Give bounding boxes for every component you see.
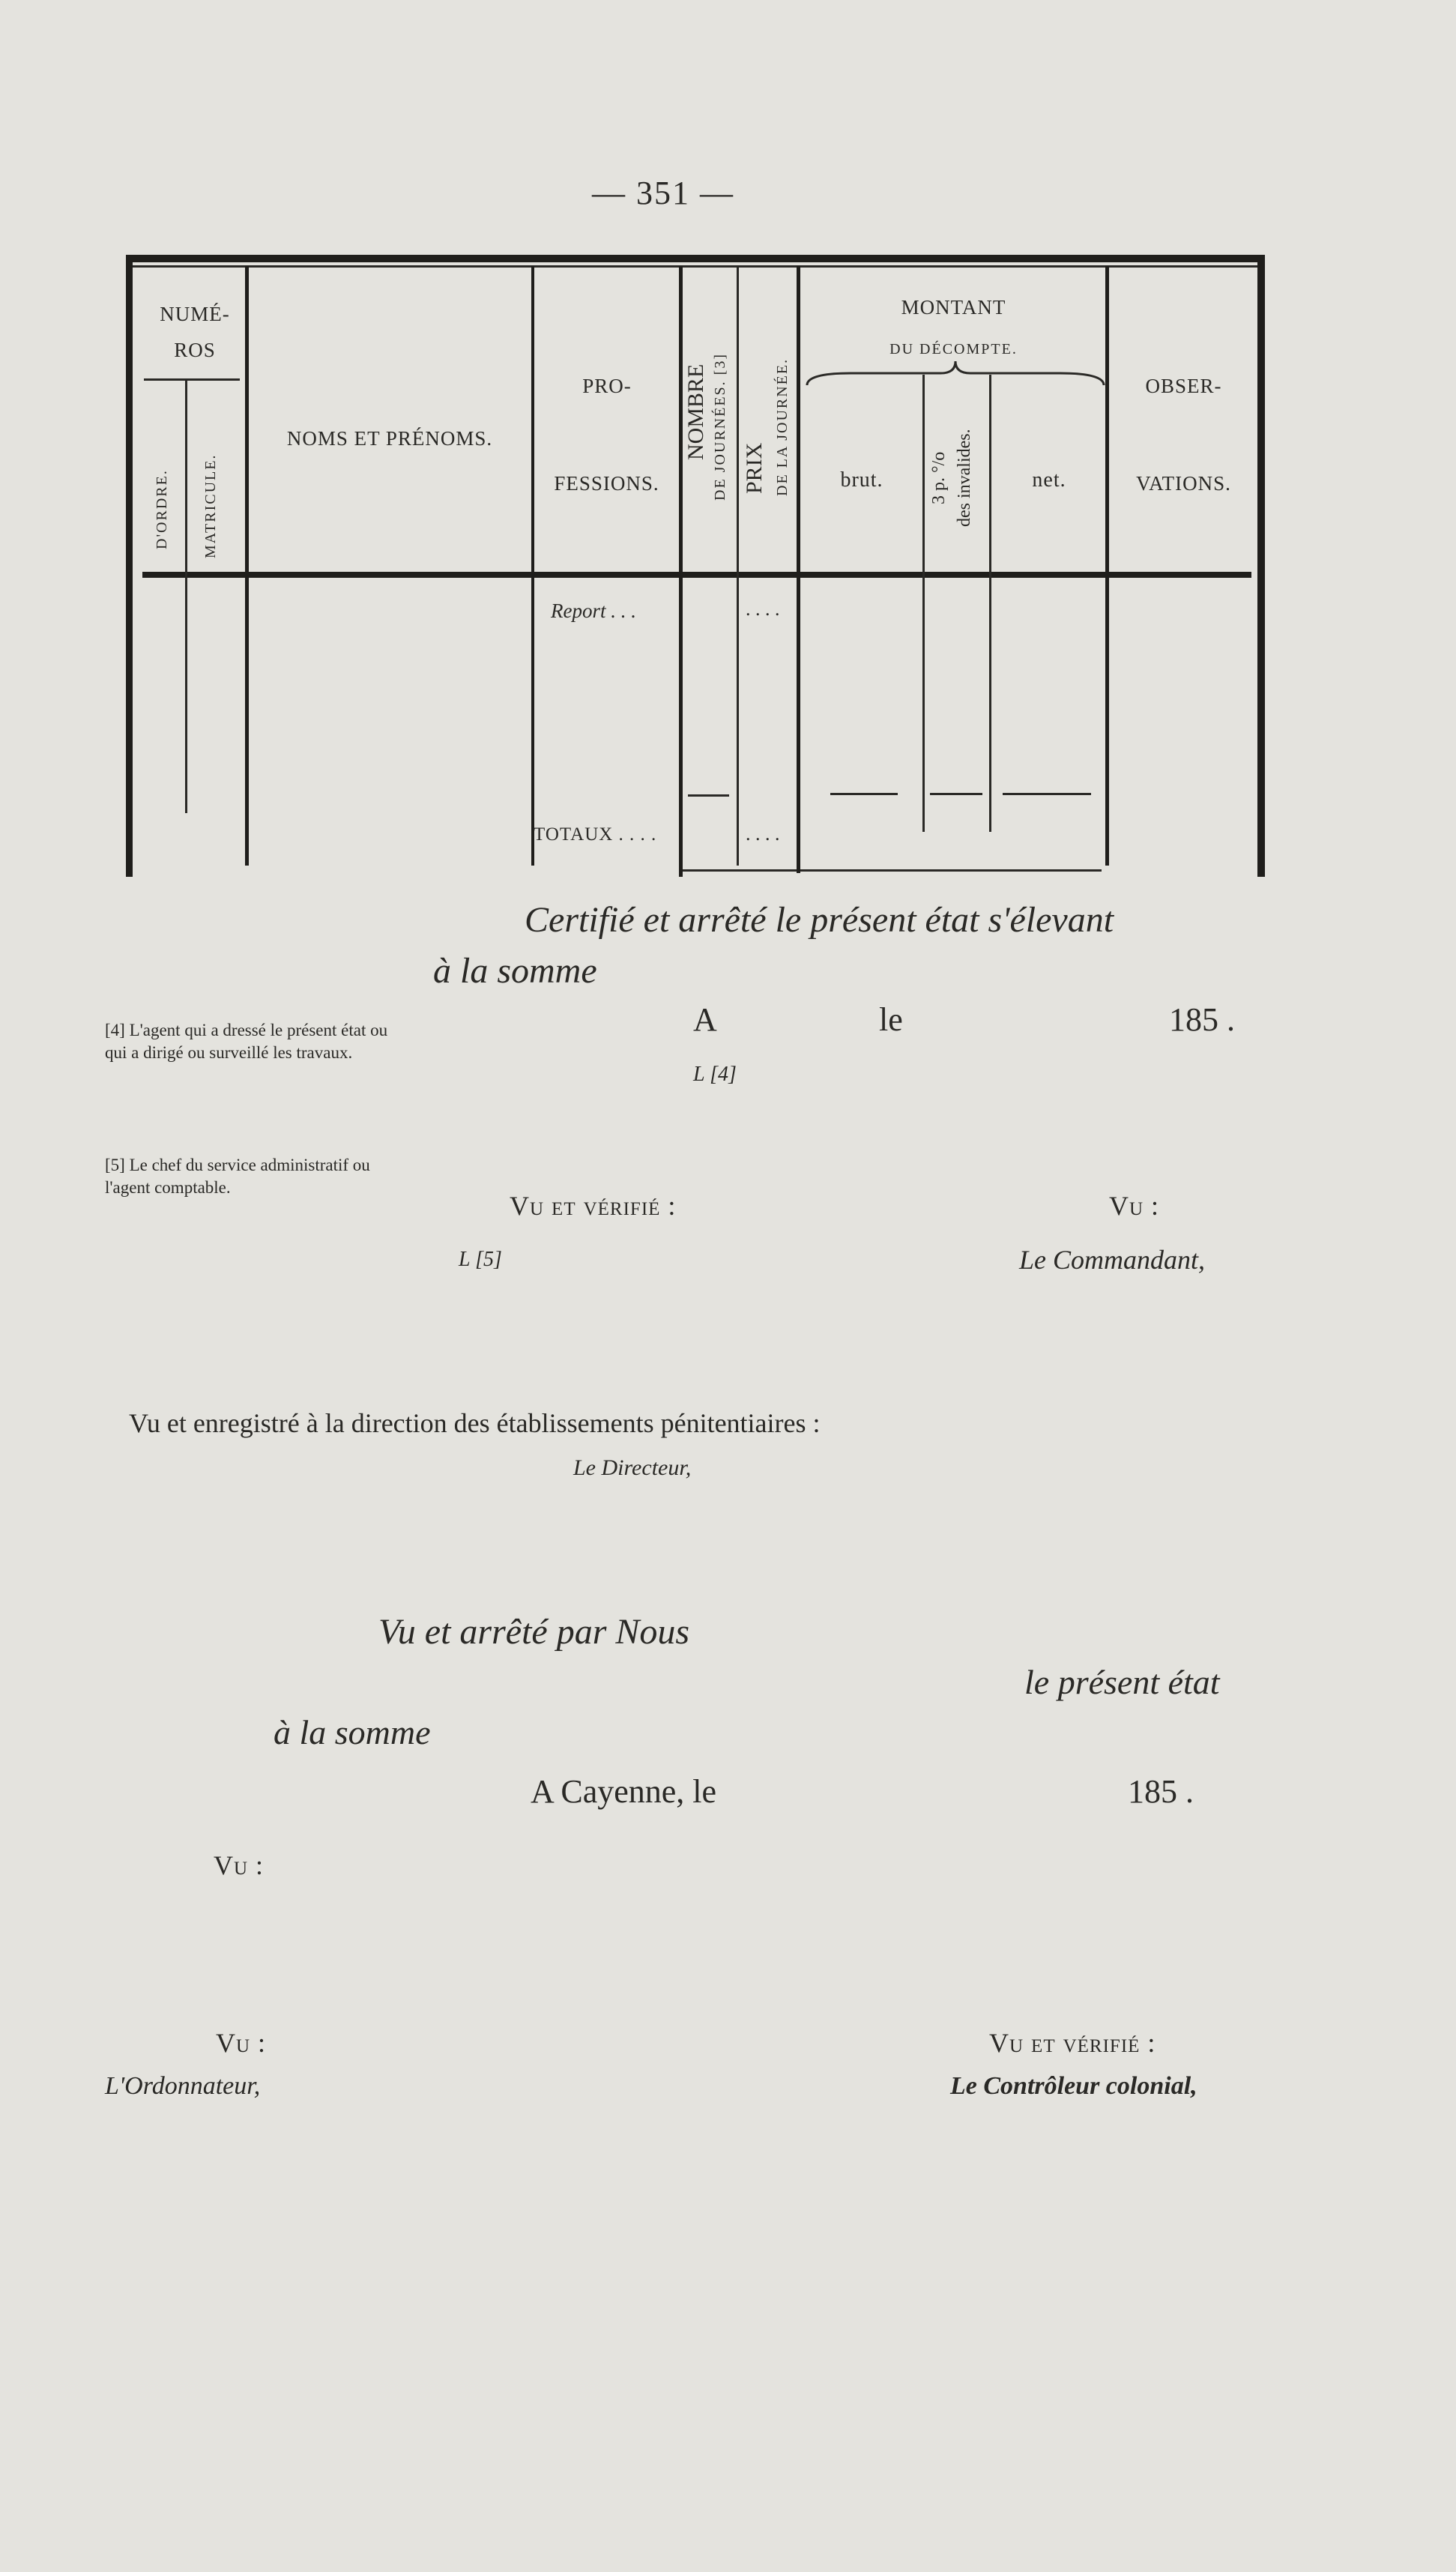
arrete-line-1: Vu et arrêté par Nous: [378, 1612, 690, 1652]
report-label: Report . . .: [551, 600, 636, 622]
col-profession-header-2: FESSIONS.: [554, 472, 659, 495]
col-montant-header: MONTANT: [901, 296, 1006, 319]
brace-icon: [806, 358, 1105, 388]
signature-l5: L [5]: [459, 1248, 502, 1271]
commandant-label: Le Commandant,: [1019, 1245, 1206, 1275]
signature-l4: L [4]: [693, 1063, 737, 1086]
certification-line-2: à la somme: [433, 951, 597, 991]
col-nombre-header: NOMBRE: [683, 363, 708, 461]
col-noms-header: NOMS ET PRÉNOMS.: [286, 427, 493, 450]
place-a-label: A: [693, 1001, 717, 1038]
directeur-label: Le Directeur,: [573, 1455, 692, 1480]
totaux-dots: . . . .: [746, 823, 780, 845]
footnote-5: [5] Le chef du service administratif ou l'agent comptable.: [105, 1156, 370, 1197]
col-prix-journee-header: DE LA JOURNÉE.: [774, 357, 791, 497]
vu-commandant-label: Vu :: [1109, 1191, 1160, 1221]
col-net-header: net.: [1032, 468, 1066, 492]
col-ordre-header: D'ORDRE.: [154, 469, 170, 550]
controleur-label: Le Contrôleur colonial,: [950, 2072, 1197, 2100]
ordonnateur-label: L'Ordonnateur,: [105, 2072, 261, 2100]
col-observations-header-1: OBSER-: [1145, 375, 1222, 397]
report-dots: . . . .: [746, 598, 780, 620]
arrete-line-3: à la somme: [274, 1713, 431, 1751]
controleur-vu-label: Vu et vérifié :: [989, 2028, 1156, 2058]
page-number: — 351 —: [592, 175, 734, 211]
col-observations-header-2: VATIONS.: [1136, 472, 1231, 495]
col-brut-header: brut.: [840, 468, 883, 492]
col-numeros-header: NUMÉ- ROS: [160, 303, 230, 361]
col-matricule-header: MATRICULE.: [202, 453, 219, 558]
arrete-year-label: 185 .: [1128, 1773, 1194, 1810]
footnote-4: [4] L'agent qui a dressé le présent état ou qui a dirigé ou surveillé les travaux.: [105, 1021, 388, 1062]
arrete-line-2: le présent état: [1024, 1663, 1220, 1701]
col-prix-header: PRIX: [742, 442, 767, 495]
certification-line-1: Certifié et arrêté le présent état s'élevant: [525, 900, 1114, 940]
vu-verifie-label: Vu et vérifié :: [510, 1191, 677, 1221]
col-decompte-header: DU DÉCOMPTE.: [889, 341, 1018, 357]
year-label: 185 .: [1169, 1001, 1235, 1038]
col-invalides-header: 3 p. °/o des invalides.: [929, 429, 974, 527]
enregistre-text: Vu et enregistré à la direction des établissements pénitentiaires :: [129, 1408, 821, 1438]
ordonnateur-vu-label: Vu :: [216, 2028, 267, 2058]
cayenne-date-label: A Cayenne, le: [531, 1773, 717, 1810]
col-journees-header: DE JOURNÉES. [3]: [712, 353, 728, 501]
totaux-label: TOTAUX . . . .: [534, 824, 657, 845]
date-le-label: le: [879, 1001, 903, 1038]
arrete-vu-label: Vu :: [214, 1850, 265, 1880]
col-profession-header-1: PRO-: [582, 375, 632, 397]
